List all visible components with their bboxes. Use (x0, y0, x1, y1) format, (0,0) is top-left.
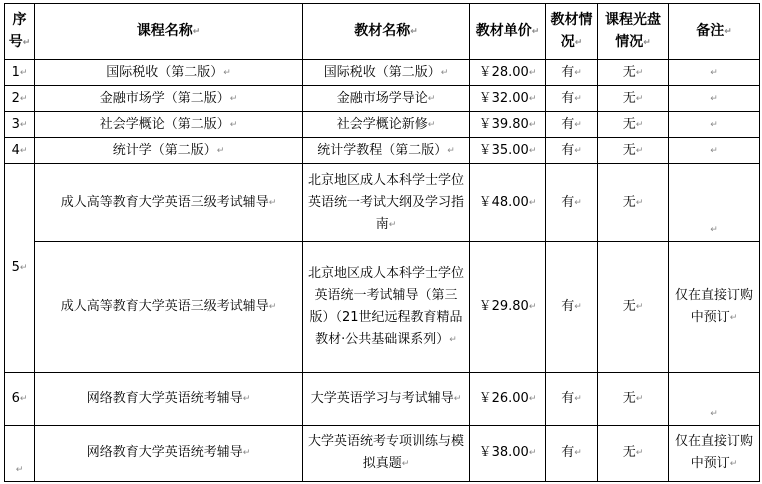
cell-status: 有↵ (546, 138, 598, 164)
table-row (5, 86, 760, 112)
cell-note: ↵ (669, 372, 760, 425)
cell-price: ￥35.00↵ (470, 138, 546, 164)
cell-textbook: 金融市场学导论↵ (303, 86, 470, 112)
cell-textbook: 统计学教程（第二版）↵ (303, 138, 470, 164)
cell-price: ￥28.00↵ (470, 60, 546, 86)
cell-disc: 无↵ (598, 372, 669, 425)
cell-textbook: 大学英语统考专项训练与模拟真题↵ (303, 425, 470, 481)
cell-course: 统计学（第二版）↵ (35, 138, 303, 164)
cell-seq: 5↵ (5, 164, 35, 372)
cell-disc: 无↵ (598, 86, 669, 112)
header-textbook: 教材名称↵ (303, 4, 470, 60)
table-row (5, 112, 760, 138)
cell-status: 有↵ (546, 372, 598, 425)
header-course: 课程名称↵ (35, 4, 303, 60)
cell-price: ￥32.00↵ (470, 86, 546, 112)
cell-disc: 无↵ (598, 164, 669, 242)
cell-price: ￥39.80↵ (470, 112, 546, 138)
table-row (5, 372, 760, 425)
cell-seq: 4↵ (5, 138, 35, 164)
cell-status: 有↵ (546, 60, 598, 86)
cell-disc: 无↵ (598, 138, 669, 164)
header-price: 教材单价↵ (470, 4, 546, 60)
cell-course: 社会学概论（第二版）↵ (35, 112, 303, 138)
cell-disc: 无↵ (598, 112, 669, 138)
cell-price: ￥29.80↵ (470, 242, 546, 372)
header-row (5, 4, 760, 60)
cell-seq: ↵ (5, 425, 35, 481)
table-row (5, 164, 760, 242)
header-disc: 课程光盘情况↵ (598, 4, 669, 60)
cell-status: 有↵ (546, 242, 598, 372)
cell-textbook: 北京地区成人本科学士学位英语统一考试辅导（第三版）（21世纪远程教育精品教材·公共基础课系列）↵ (303, 242, 470, 372)
cell-course: 国际税收（第二版）↵ (35, 60, 303, 86)
cell-textbook: 大学英语学习与考试辅导↵ (303, 372, 470, 425)
cell-textbook: 社会学概论新修↵ (303, 112, 470, 138)
table-row (5, 138, 760, 164)
cell-price: ￥26.00↵ (470, 372, 546, 425)
cell-note: 仅在直接订购中预订↵ (669, 242, 760, 372)
cell-course: 成人高等教育大学英语三级考试辅导↵ (35, 164, 303, 242)
cell-textbook: 北京地区成人本科学士学位英语统一考试大纲及学习指南↵ (303, 164, 470, 242)
cell-price: ￥38.00↵ (470, 425, 546, 481)
cell-note: 仅在直接订购中预订↵ (669, 425, 760, 481)
cell-price: ￥48.00↵ (470, 164, 546, 242)
table-row (5, 60, 760, 86)
cell-seq: 1↵ (5, 60, 35, 86)
cell-course: 网络教育大学英语统考辅导↵ (35, 372, 303, 425)
cell-status: 有↵ (546, 164, 598, 242)
header-seq: 序号↵ (5, 4, 35, 60)
cell-textbook: 国际税收（第二版）↵ (303, 60, 470, 86)
cell-status: 有↵ (546, 112, 598, 138)
cell-disc: 无↵ (598, 242, 669, 372)
cell-course: 网络教育大学英语统考辅导↵ (35, 425, 303, 481)
cell-note: ↵ (669, 86, 760, 112)
header-status: 教材情况↵ (546, 4, 598, 60)
cell-course: 成人高等教育大学英语三级考试辅导↵ (35, 242, 303, 372)
cell-note: ↵ (669, 60, 760, 86)
cell-note: ↵ (669, 112, 760, 138)
header-note: 备注↵ (669, 4, 760, 60)
table-row (5, 425, 760, 481)
cell-status: 有↵ (546, 425, 598, 481)
cell-course: 金融市场学（第二版）↵ (35, 86, 303, 112)
table-row (5, 242, 760, 372)
cell-seq: 2↵ (5, 86, 35, 112)
cell-disc: 无↵ (598, 60, 669, 86)
cell-seq: 3↵ (5, 112, 35, 138)
cell-disc: 无↵ (598, 425, 669, 481)
cell-status: 有↵ (546, 86, 598, 112)
cell-note: ↵ (669, 164, 760, 242)
cell-seq: 6↵ (5, 372, 35, 425)
course-textbook-table (4, 3, 760, 482)
cell-note: ↵ (669, 138, 760, 164)
